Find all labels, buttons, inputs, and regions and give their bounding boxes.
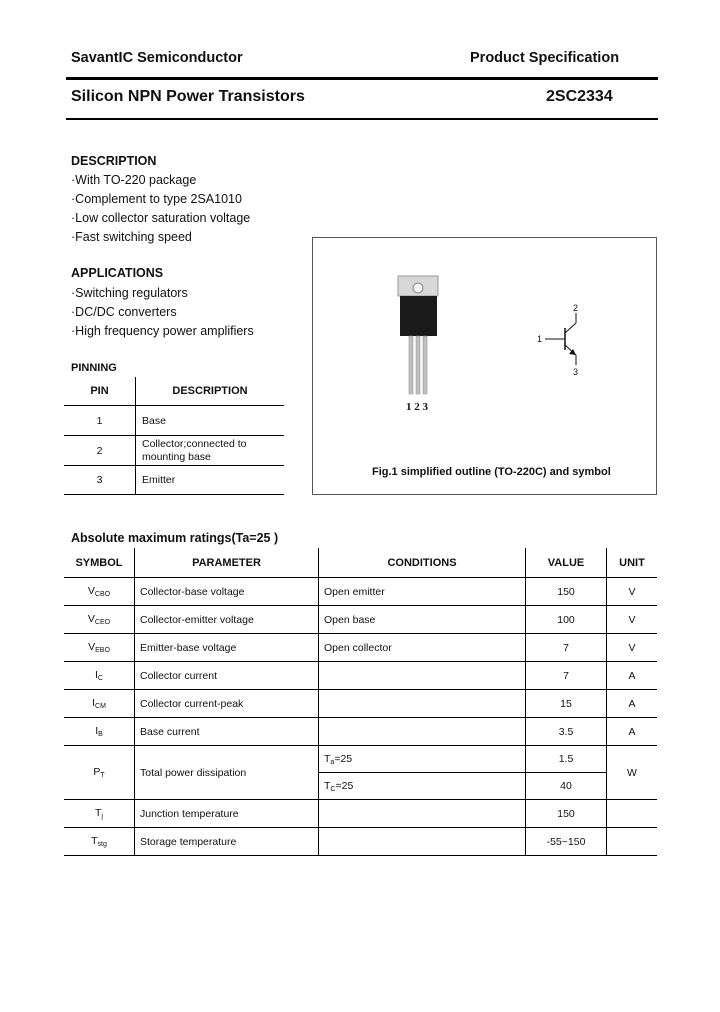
symbol-pin-1: 1 bbox=[537, 334, 543, 344]
rating-unit: A bbox=[607, 718, 658, 746]
table-row bbox=[64, 690, 657, 718]
rating-value: 7 bbox=[526, 662, 607, 690]
collector-line bbox=[565, 323, 576, 333]
rating-condition bbox=[319, 800, 526, 828]
spec-label: Product Specification bbox=[470, 50, 620, 66]
table-row bbox=[64, 718, 657, 746]
rating-value: 3.5 bbox=[526, 718, 607, 746]
pin-number: 3 bbox=[64, 466, 136, 495]
rating-unit: V bbox=[607, 578, 658, 606]
rating-value: 100 bbox=[526, 606, 607, 634]
rating-value: 150 bbox=[526, 578, 607, 606]
description-list bbox=[71, 171, 250, 247]
conditions-col-header: CONDITIONS bbox=[319, 548, 526, 578]
rating-unit bbox=[607, 800, 658, 828]
rating-parameter: Storage temperature bbox=[135, 828, 319, 856]
rating-value: 1.5 bbox=[526, 746, 607, 773]
rating-symbol: $I_C$ bbox=[64, 662, 135, 690]
figure-caption: Fig.1 simplified outline (TO-220C) and symbol bbox=[372, 466, 611, 478]
pin-number: 2 bbox=[64, 436, 136, 466]
rating-value: 15 bbox=[526, 690, 607, 718]
applications-heading: APPLICATIONS bbox=[71, 266, 164, 280]
symbol-col-header: SYMBOL bbox=[64, 548, 135, 578]
table-row bbox=[64, 746, 657, 773]
rating-condition: Open collector bbox=[319, 634, 526, 662]
applications-list bbox=[71, 284, 254, 341]
rating-symbol: $I_B$ bbox=[64, 718, 135, 746]
ratings-table bbox=[64, 548, 657, 856]
rating-condition bbox=[319, 828, 526, 856]
rating-unit: V bbox=[607, 634, 658, 662]
header-rule-bottom bbox=[66, 118, 658, 120]
table-row bbox=[64, 634, 657, 662]
rating-parameter: Collector-emitter voltage bbox=[135, 606, 319, 634]
table-row bbox=[64, 406, 284, 436]
table-row bbox=[64, 436, 284, 466]
rating-condition: $T_C=25$ bbox=[319, 773, 526, 800]
rating-parameter: Collector current-peak bbox=[135, 690, 319, 718]
table-row bbox=[64, 606, 657, 634]
rating-unit: A bbox=[607, 662, 658, 690]
rating-parameter: Junction temperature bbox=[135, 800, 319, 828]
pin-description: Emitter bbox=[136, 466, 285, 495]
description-heading: DESCRIPTION bbox=[71, 154, 157, 168]
rating-unit bbox=[607, 828, 658, 856]
table-row bbox=[64, 800, 657, 828]
unit-col-header: UNIT bbox=[607, 548, 658, 578]
header-rule-top bbox=[66, 77, 658, 80]
table-row bbox=[64, 466, 284, 495]
rating-value: 40 bbox=[526, 773, 607, 800]
table-row bbox=[64, 578, 657, 606]
npn-transistor-symbol bbox=[313, 238, 656, 494]
rating-value: 150 bbox=[526, 800, 607, 828]
pin-description: Collector;connected to mounting base bbox=[136, 436, 285, 466]
pin-description: Base bbox=[136, 406, 285, 436]
value-col-header: VALUE bbox=[526, 548, 607, 578]
rating-symbol: $V_{CBO}$ bbox=[64, 578, 135, 606]
rating-value: 7 bbox=[526, 634, 607, 662]
symbol-pin-2: 2 bbox=[573, 303, 579, 313]
rating-symbol: $T_j$ bbox=[64, 800, 135, 828]
rating-parameter: Total power dissipation bbox=[135, 746, 319, 800]
rating-condition bbox=[319, 662, 526, 690]
parameter-col-header: PARAMETER bbox=[135, 548, 319, 578]
package-pin-numbers: 1 2 3 bbox=[406, 401, 428, 413]
table-row bbox=[64, 662, 657, 690]
rating-symbol: $V_{EBO}$ bbox=[64, 634, 135, 662]
application-item: ·High frequency power amplifiers bbox=[71, 324, 254, 338]
rating-parameter: Collector current bbox=[135, 662, 319, 690]
part-number: 2SC2334 bbox=[546, 88, 613, 105]
rating-condition: $T_a=25$ bbox=[319, 746, 526, 773]
rating-parameter: Collector-base voltage bbox=[135, 578, 319, 606]
rating-symbol: $P_T$ bbox=[64, 746, 135, 800]
document-title: Silicon NPN Power Transistors bbox=[71, 88, 305, 105]
company-name: SavantIC Semiconductor bbox=[71, 50, 243, 66]
rating-value: -55~150 bbox=[526, 828, 607, 856]
rating-condition: Open emitter bbox=[319, 578, 526, 606]
rating-condition: Open base bbox=[319, 606, 526, 634]
rating-parameter: Emitter-base voltage bbox=[135, 634, 319, 662]
description-item: ·Complement to type 2SA1010 bbox=[71, 192, 242, 206]
table-row bbox=[64, 828, 657, 856]
description-item: ·Fast switching speed bbox=[71, 230, 192, 244]
pin-col-header: PIN bbox=[64, 377, 136, 406]
application-item: ·DC/DC converters bbox=[71, 305, 177, 319]
pinning-table bbox=[64, 377, 284, 495]
figure-box bbox=[312, 237, 657, 495]
rating-symbol: $I_{CM}$ bbox=[64, 690, 135, 718]
rating-parameter: Base current bbox=[135, 718, 319, 746]
description-item: ·With TO-220 package bbox=[71, 173, 197, 187]
pin-desc-col-header: DESCRIPTION bbox=[136, 377, 285, 406]
ratings-heading: Absolute maximum ratings(Ta=25 ) bbox=[71, 531, 279, 545]
rating-symbol: $V_{CEO}$ bbox=[64, 606, 135, 634]
rating-unit: W bbox=[607, 746, 658, 800]
application-item: ·Switching regulators bbox=[71, 286, 188, 300]
description-item: ·Low collector saturation voltage bbox=[71, 211, 251, 225]
rating-symbol: $T_{stg}$ bbox=[64, 828, 135, 856]
rating-condition bbox=[319, 690, 526, 718]
symbol-pin-3: 3 bbox=[573, 367, 579, 377]
rating-unit: V bbox=[607, 606, 658, 634]
pinning-heading: PINNING bbox=[71, 362, 117, 374]
pin-number: 1 bbox=[64, 406, 136, 436]
rating-unit: A bbox=[607, 690, 658, 718]
rating-condition bbox=[319, 718, 526, 746]
